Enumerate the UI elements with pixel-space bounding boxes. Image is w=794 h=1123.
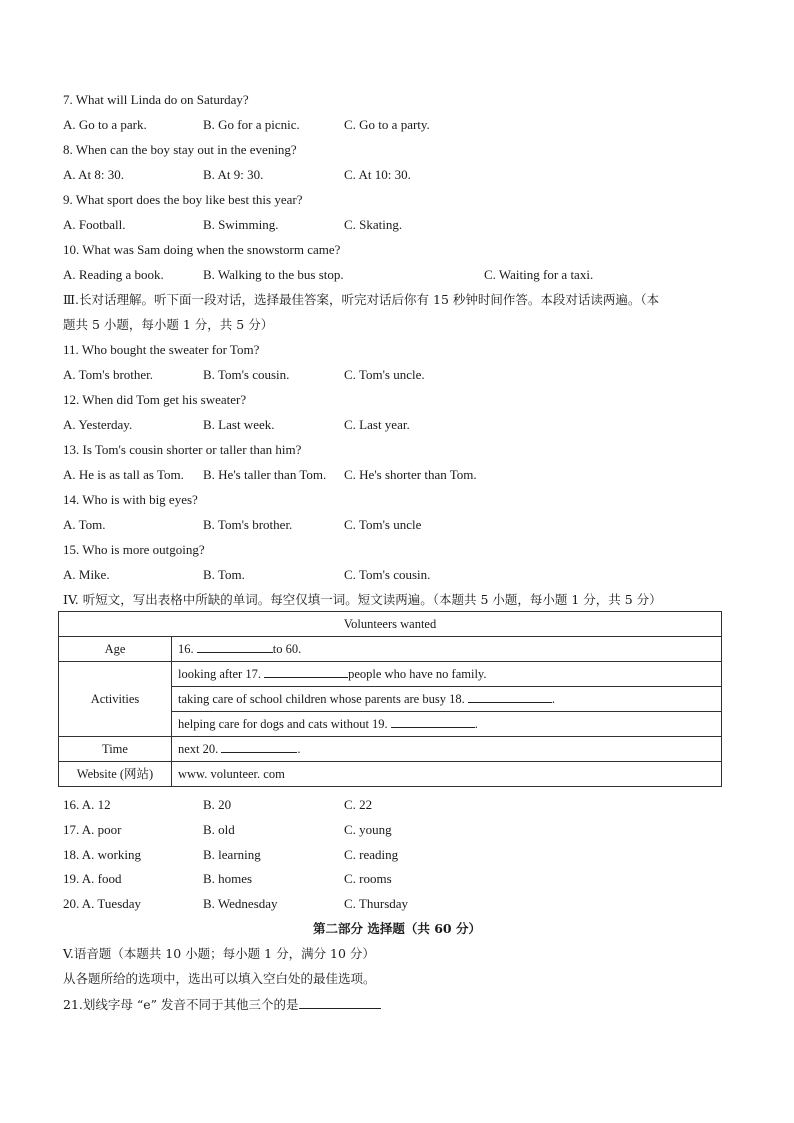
question-12: 12. When did Tom get his sweater? — [63, 392, 247, 407]
q11-option-b: B. Tom's cousin. — [203, 367, 290, 382]
o16-option-b: B. 20 — [203, 797, 232, 812]
website-label: Website (网站) — [59, 762, 172, 787]
o16-option-a: 16. A. 12 — [63, 797, 111, 812]
time-label: Time — [59, 737, 172, 762]
blank-19[interactable] — [391, 715, 475, 728]
q13-option-c: C. He's shorter than Tom. — [344, 467, 477, 482]
o17-option-a: 17. A. poor — [63, 822, 122, 837]
blank-17[interactable] — [264, 665, 348, 678]
q7-option-a: A. Go to a park. — [63, 117, 147, 132]
section-3-heading-cont: 题共 5 小题，每小题 1 分，共 5 分） — [63, 317, 274, 332]
question-15: 15. Who is more outgoing? — [63, 542, 205, 557]
o16-option-c: C. 22 — [344, 797, 373, 812]
q14-option-b: B. Tom's brother. — [203, 517, 293, 532]
q8-option-a: A. At 8: 30. — [63, 167, 125, 182]
q11-option-a: A. Tom's brother. — [63, 367, 154, 382]
question-9: 9. What sport does the boy like best this year? — [63, 192, 303, 207]
q13-option-b: B. He's taller than Tom. — [203, 467, 327, 482]
o19-option-c: C. rooms — [344, 871, 392, 886]
o19-option-b: B. homes — [203, 871, 253, 886]
blank-16[interactable] — [197, 640, 273, 653]
section-5-heading: V.语音题（本题共 10 小题；每小题 1 分，满分 10 分） — [63, 946, 375, 961]
q8-option-c: C. At 10: 30. — [344, 167, 411, 182]
section-4-heading: IV. 听短文，写出表格中所缺的单词。每空仅填一词。短文读两遍。（本题共 5 小题，每小题 1 分，共 5 分） — [63, 592, 662, 607]
o17-option-b: B. old — [203, 822, 235, 837]
o20-option-c: C. Thursday — [344, 896, 409, 911]
website-value: www. volunteer. com — [172, 762, 722, 787]
q7-option-c: C. Go to a party. — [344, 117, 430, 132]
q8-option-b: B. At 9: 30. — [203, 167, 264, 182]
q12-option-a: A. Yesterday. — [63, 417, 133, 432]
activity-2: taking care of school children whose parents are busy 18. . — [172, 687, 722, 712]
o17-option-c: C. young — [344, 822, 392, 837]
q14-option-a: A. Tom. — [63, 517, 106, 532]
q10-option-b: B. Walking to the bus stop. — [203, 267, 344, 282]
q9-option-c: C. Skating. — [344, 217, 403, 232]
q9-option-a: A. Football. — [63, 217, 126, 232]
blank-18[interactable] — [468, 690, 552, 703]
q12-option-c: C. Last year. — [344, 417, 410, 432]
q14-option-c: C. Tom's uncle — [344, 517, 422, 532]
section-5-instruction: 从各题所给的选项中，选出可以填入空白处的最佳选项。 — [63, 971, 376, 986]
q9-option-b: B. Swimming. — [203, 217, 279, 232]
activity-3: helping care for dogs and cats without 19. . — [172, 712, 722, 737]
activities-label: Activities — [59, 662, 172, 737]
q11-option-c: C. Tom's uncle. — [344, 367, 425, 382]
question-10: 10. What was Sam doing when the snowstorm came? — [63, 242, 341, 257]
o19-option-a: 19. A. food — [63, 871, 122, 886]
blank-21[interactable] — [299, 996, 381, 1009]
q10-option-a: A. Reading a book. — [63, 267, 164, 282]
q7-option-b: B. Go for a picnic. — [203, 117, 300, 132]
q15-option-a: A. Mike. — [63, 567, 110, 582]
time-cell: next 20. . — [172, 737, 722, 762]
q13-option-a: A. He is as tall as Tom. — [63, 467, 184, 482]
o18-option-a: 18. A. working — [63, 847, 141, 862]
part-2-title: 第二部分 选择题（共 60 分） — [313, 921, 481, 936]
q10-option-c: C. Waiting for a taxi. — [484, 267, 594, 282]
question-7: 7. What will Linda do on Saturday? — [63, 92, 249, 107]
o20-option-b: B. Wednesday — [203, 896, 278, 911]
age-label: Age — [59, 637, 172, 662]
activity-1: looking after 17. people who have no family. — [172, 662, 722, 687]
o18-option-b: B. learning — [203, 847, 261, 862]
question-13: 13. Is Tom's cousin shorter or taller than him? — [63, 442, 302, 457]
age-cell: 16. to 60. — [172, 637, 722, 662]
question-14: 14. Who is with big eyes? — [63, 492, 198, 507]
question-21: 21.划线字母 “e” 发音不同于其他三个的是 — [63, 996, 381, 1013]
o18-option-c: C. reading — [344, 847, 399, 862]
q15-option-c: C. Tom's cousin. — [344, 567, 431, 582]
o20-option-a: 20. A. Tuesday — [63, 896, 142, 911]
question-11: 11. Who bought the sweater for Tom? — [63, 342, 260, 357]
q12-option-b: B. Last week. — [203, 417, 275, 432]
section-3-heading: Ⅲ.长对话理解。听下面一段对话，选择最佳答案，听完对话后你有 15 秒钟时间作答。本段对话读两遍。（本 — [63, 292, 660, 307]
table-header: Volunteers wanted — [59, 612, 722, 637]
volunteers-table — [58, 611, 722, 787]
blank-20[interactable] — [221, 740, 297, 753]
question-8: 8. When can the boy stay out in the evening? — [63, 142, 297, 157]
q15-option-b: B. Tom. — [203, 567, 245, 582]
